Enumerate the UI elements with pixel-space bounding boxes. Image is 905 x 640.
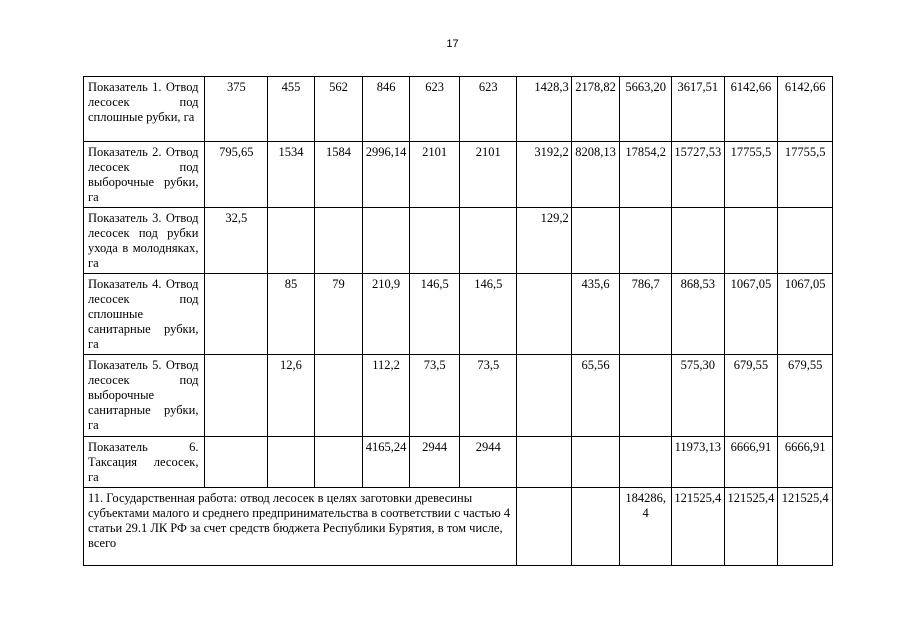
table-row [84, 208, 833, 274]
table-cell: 2101 [460, 142, 517, 208]
table-cell [571, 488, 620, 566]
table-cell: 6666,91 [724, 437, 778, 488]
row-label: Показатель 2. Отвод лесосек под выборочные рубки, га [84, 142, 205, 208]
table-cell: 146,5 [460, 274, 517, 355]
row-label: Показатель 5. Отвод лесосек под выборочные санитарные рубки, га [84, 355, 205, 437]
table-row [84, 355, 833, 437]
table-cell [724, 208, 778, 274]
table-cell: 6142,66 [724, 77, 778, 142]
table-cell [363, 208, 410, 274]
table-cell: 1428,3 [517, 77, 572, 142]
table-cell: 6142,66 [778, 77, 833, 142]
table-cell: 846 [363, 77, 410, 142]
table-cell [517, 274, 572, 355]
table-cell: 2944 [409, 437, 460, 488]
table-cell [671, 208, 724, 274]
table-row [84, 77, 833, 142]
table-cell [314, 355, 363, 437]
table-cell [571, 437, 620, 488]
table-cell: 679,55 [778, 355, 833, 437]
table-cell: 146,5 [409, 274, 460, 355]
table-cell [314, 208, 363, 274]
indicators-table [83, 76, 833, 566]
table-cell: 121525,4 [778, 488, 833, 566]
table-cell: 210,9 [363, 274, 410, 355]
table-cell: 575,30 [671, 355, 724, 437]
table-cell: 435,6 [571, 274, 620, 355]
table-cell: 73,5 [460, 355, 517, 437]
table-cell: 121525,4 [671, 488, 724, 566]
table-cell: 623 [409, 77, 460, 142]
table-cell [460, 208, 517, 274]
table-cell: 1067,05 [778, 274, 833, 355]
table-cell: 3192,2 [517, 142, 572, 208]
table-cell [571, 208, 620, 274]
table-cell [205, 355, 268, 437]
table-cell [620, 355, 672, 437]
table-cell: 17755,5 [778, 142, 833, 208]
table-cell: 2101 [409, 142, 460, 208]
table-cell: 17755,5 [724, 142, 778, 208]
table-row-summary [84, 488, 833, 566]
table-row [84, 142, 833, 208]
table-cell: 795,65 [205, 142, 268, 208]
table-cell: 679,55 [724, 355, 778, 437]
table-row [84, 437, 833, 488]
table-cell: 79 [314, 274, 363, 355]
table-cell [620, 208, 672, 274]
table-cell [268, 437, 315, 488]
table-cell [517, 355, 572, 437]
table-cell: 112,2 [363, 355, 410, 437]
table-cell [314, 437, 363, 488]
table-cell: 6666,91 [778, 437, 833, 488]
table-cell: 786,7 [620, 274, 672, 355]
table-cell: 73,5 [409, 355, 460, 437]
table-cell: 623 [460, 77, 517, 142]
table-cell [409, 208, 460, 274]
table-cell: 11973,13 [671, 437, 724, 488]
table-cell: 8208,13 [571, 142, 620, 208]
table-cell: 184286,4 [620, 488, 672, 566]
table-cell [620, 437, 672, 488]
table-cell: 4165,24 [363, 437, 410, 488]
table-cell [205, 437, 268, 488]
row-label: Показатель 6. Таксация лесосек, га [84, 437, 205, 488]
summary-label: 11. Государственная работа: отвод лесосек в целях заготовки древесины субъектами малого и среднего предпринимательства в соответствии с частью 4 статьи 29.1 ЛК РФ за счет средств бюджета Республики Бурятия, в том числе, всего [84, 488, 517, 566]
table-cell [205, 274, 268, 355]
table-cell: 1067,05 [724, 274, 778, 355]
table-cell: 375 [205, 77, 268, 142]
table-cell [517, 488, 572, 566]
table-cell: 1534 [268, 142, 315, 208]
table-cell: 121525,4 [724, 488, 778, 566]
table-cell [268, 208, 315, 274]
table-cell: 12,6 [268, 355, 315, 437]
table-cell: 15727,53 [671, 142, 724, 208]
table-cell: 2944 [460, 437, 517, 488]
table-cell: 868,53 [671, 274, 724, 355]
table-cell: 3617,51 [671, 77, 724, 142]
row-label: Показатель 4. Отвод лесосек под сплошные санитарные рубки, га [84, 274, 205, 355]
row-label: Показатель 3. Отвод лесосек под рубки ухода в молодняках, га [84, 208, 205, 274]
table-cell: 129,2 [517, 208, 572, 274]
table-cell: 2178,82 [571, 77, 620, 142]
table-cell: 32,5 [205, 208, 268, 274]
table-cell [778, 208, 833, 274]
table-cell: 455 [268, 77, 315, 142]
page-number: 17 [446, 38, 459, 50]
table-cell: 17854,2 [620, 142, 672, 208]
row-label: Показатель 1. Отвод лесосек под сплошные рубки, га [84, 77, 205, 142]
table-cell [517, 437, 572, 488]
table-cell: 2996,14 [363, 142, 410, 208]
table-cell: 65,56 [571, 355, 620, 437]
table-cell: 562 [314, 77, 363, 142]
table-cell: 1584 [314, 142, 363, 208]
table-row [84, 274, 833, 355]
table-cell: 5663,20 [620, 77, 672, 142]
table-cell: 85 [268, 274, 315, 355]
